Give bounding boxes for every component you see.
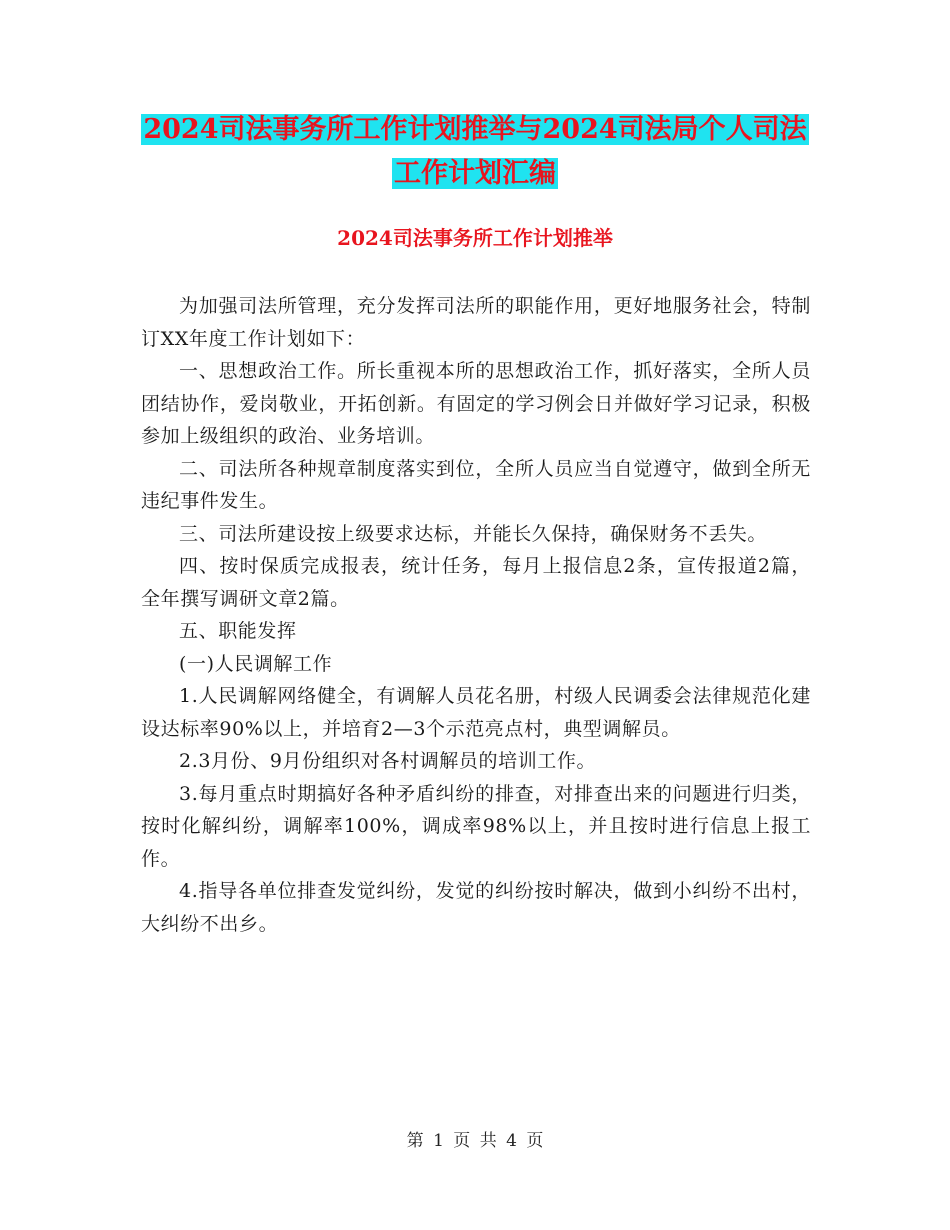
paragraph-item-4: 四、按时保质完成报表，统计任务，每月上报信息2条，宣传报道2篇，全年撰写调研文章2篇。 [141, 555, 811, 610]
paragraph-mediation-4: 4.指导各单位排查发觉纠纷，发觉的纠纷按时解决，做到小纠纷不出村，大纠纷不出乡。 [141, 880, 811, 935]
document-title-line-1: 2024司法事务所工作计划推举与2024司法局个人司法 [143, 114, 807, 145]
section-title: 2024司法事务所工作计划推举 [337, 226, 613, 250]
paragraph-subheading-mediation: (一)人民调解工作 [179, 652, 333, 675]
document-title [0, 108, 950, 196]
page-number-footer: 第 1 页 共 4 页 [406, 1131, 544, 1151]
paragraph-mediation-2: 2.3月份、9月份组织对各村调解员的培训工作。 [179, 750, 597, 772]
paragraph-item-2: 二、司法所各种规章制度落实到位，全所人员应当自觉遵守，做到全所无违纪事件发生。 [141, 457, 811, 512]
paragraph-mediation-3: 3.每月重点时期搞好各种矛盾纠纷的排查，对排查出来的问题进行归类，按时化解纠纷，调解率100%，调成率98%以上，并且按时进行信息上报工作。 [141, 782, 811, 870]
paragraph-intro: 为加强司法所管理，充分发挥司法所的职能作用，更好地服务社会，特制订XX年度工作计划如下： [141, 295, 811, 350]
paragraph-item-3: 三、司法所建设按上级要求达标，并能长久保持，确保财务不丢失。 [179, 522, 768, 545]
document-body [141, 290, 811, 940]
paragraph-item-5-heading: 五、职能发挥 [179, 620, 297, 642]
paragraph-item-1: 一、思想政治工作。所长重视本所的思想政治工作，抓好落实，全所人员团结协作，爱岗敬业，开拓创新。有固定的学习例会日并做好学习记录，积极参加上级组织的政治、业务培训。 [141, 360, 811, 447]
document-title-line-2: 工作计划汇编 [394, 158, 556, 189]
paragraph-mediation-1: 1.人民调解网络健全，有调解人员花名册，村级人民调委会法律规范化建设达标率90%以上，并培育2—3个示范亮点村，典型调解员。 [141, 685, 811, 740]
